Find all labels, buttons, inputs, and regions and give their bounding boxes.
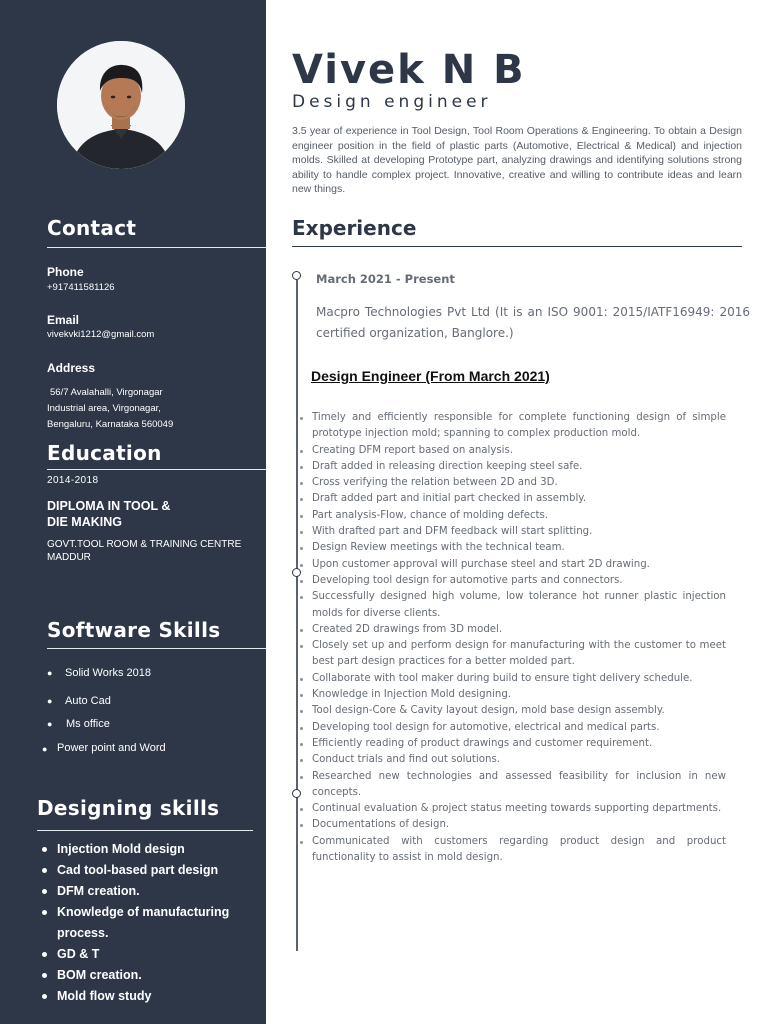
designing-skill-item: GD & T bbox=[42, 944, 257, 965]
bullet-icon: ● bbox=[47, 668, 53, 678]
responsibility-item: Continual evaluation & project status meeting towards supporting departments. bbox=[300, 801, 726, 817]
address-line: Bengaluru, Karnataka 560049 bbox=[47, 419, 174, 430]
responsibility-item: Successfully designed high volume, low tolerance hot runner plastic injection molds for diverse clients. bbox=[300, 589, 726, 622]
institute-line: GOVT.TOOL ROOM & TRAINING CENTRE bbox=[47, 539, 242, 550]
responsibility-item: Closely set up and perform design for manufacturing with the customer to meet best part design practices for a better molded part. bbox=[300, 638, 726, 671]
designing-skills-list bbox=[42, 839, 257, 1007]
profile-summary: 3.5 year of experience in Tool Design, Tool Room Operations & Engineering. To obtain a Design engineer position in the field of plastic parts (Automotive, Electrical & Medical) and injection molds. Skilled at developing Prototype part, analyzing drawings and identifying solutions strong ability to handle complex project. Innovative, creative and willing to contribute ideas and learn new things. bbox=[292, 125, 742, 195]
designing-skill-item: Mold flow study bbox=[42, 986, 257, 1007]
designing-skills-heading: Designing skills bbox=[37, 796, 220, 820]
phone-value: +917411581126 bbox=[47, 282, 115, 293]
designing-skill-item: DFM creation. bbox=[42, 881, 257, 902]
responsibility-item: Efficiently reading of product drawings and customer requirement. bbox=[300, 736, 726, 752]
responsibility-item: Communicated with customers regarding product design and product functionality to assist in mold design. bbox=[300, 834, 726, 867]
experience-heading: Experience bbox=[292, 216, 417, 240]
responsibility-item: Part analysis-Flow, chance of molding defects. bbox=[300, 508, 726, 524]
responsibility-item: Timely and efficiently responsible for complete functioning design of simple prototype injection mold; spanning to complex production mold. bbox=[300, 410, 726, 443]
responsibility-item: Documentations of design. bbox=[300, 817, 726, 833]
designing-skill-item: Cad tool-based part design bbox=[42, 860, 257, 881]
software-skills-heading: Software Skills bbox=[47, 618, 221, 642]
bullet-icon: ● bbox=[42, 744, 48, 754]
software-skill-item: Auto Cad bbox=[65, 695, 111, 707]
contact-heading: Contact bbox=[47, 216, 137, 240]
address-value bbox=[47, 385, 257, 433]
job-title: Design Engineer (From March 2021) bbox=[311, 368, 550, 384]
profile-photo bbox=[57, 41, 185, 169]
email-label: Email bbox=[47, 313, 80, 327]
responsibility-item: Cross verifying the relation between 2D and 3D. bbox=[300, 475, 726, 491]
responsibility-item: Researched new technologies and assessed feasibility for inclusion in new concepts. bbox=[300, 769, 726, 802]
designing-skills-divider bbox=[37, 830, 253, 831]
degree-line: DIE MAKING bbox=[47, 515, 122, 529]
software-skill-item: Ms office bbox=[66, 718, 110, 730]
responsibility-item: Tool design-Core & Cavity layout design, mold base design assembly. bbox=[300, 703, 726, 719]
experience-divider bbox=[292, 246, 742, 247]
email-value: vivekvki1212@gmail.com bbox=[47, 329, 155, 340]
job-role: Design engineer bbox=[292, 92, 492, 112]
timeline-line bbox=[296, 280, 298, 951]
responsibility-item: Developing tool design for automotive parts and connectors. bbox=[300, 573, 726, 589]
degree-line: DIPLOMA IN TOOL & bbox=[47, 499, 171, 513]
address-label: Address bbox=[47, 361, 96, 375]
education-institute bbox=[47, 538, 262, 564]
timeline-dot bbox=[292, 271, 301, 280]
software-skills-divider bbox=[47, 648, 266, 649]
candidate-name: Vivek N B bbox=[292, 47, 526, 93]
education-heading: Education bbox=[47, 441, 162, 465]
responsibility-item: Collaborate with tool maker during build to ensure tight delivery schedule. bbox=[300, 671, 726, 687]
contact-divider bbox=[47, 247, 266, 248]
responsibility-item: Design Review meetings with the technical team. bbox=[300, 540, 726, 556]
address-line: Industrial area, Virgonagar, bbox=[47, 403, 161, 414]
responsibility-item: Upon customer approval will purchase steel and start 2D drawing. bbox=[300, 557, 726, 573]
responsibility-item: Developing tool design for automotive, electrical and medical parts. bbox=[300, 720, 726, 736]
responsibilities-list bbox=[300, 410, 726, 866]
address-line: 56/7 Avalahalli, Virgonagar bbox=[50, 387, 163, 398]
education-years: 2014-2018 bbox=[47, 475, 99, 486]
experience-period: March 2021 - Present bbox=[316, 272, 455, 286]
responsibility-item: With drafted part and DFM feedback will start splitting. bbox=[300, 524, 726, 540]
responsibility-item: Knowledge in Injection Mold designing. bbox=[300, 687, 726, 703]
responsibility-item: Created 2D drawings from 3D model. bbox=[300, 622, 726, 638]
education-divider bbox=[47, 469, 266, 470]
software-skill-item: Power point and Word bbox=[57, 742, 166, 754]
designing-skill-item: Knowledge of manufacturing process. bbox=[42, 902, 257, 944]
bullet-icon: ● bbox=[47, 719, 53, 729]
designing-skill-item: Injection Mold design bbox=[42, 839, 257, 860]
designing-skill-item: BOM creation. bbox=[42, 965, 257, 986]
responsibility-item: Draft added part and initial part checked in assembly. bbox=[300, 491, 726, 507]
company-description: Macpro Technologies Pvt Ltd (It is an ISO 9001: 2015/IATF16949: 2016 certified organization, Banglore.) bbox=[316, 305, 750, 340]
responsibility-item: Draft added in releasing direction keeping steel safe. bbox=[300, 459, 726, 475]
responsibility-item: Conduct trials and find out solutions. bbox=[300, 752, 726, 768]
software-skill-item: Solid Works 2018 bbox=[65, 667, 152, 679]
responsibility-item: Creating DFM report based on analysis. bbox=[300, 443, 726, 459]
institute-line: MADDUR bbox=[47, 552, 91, 563]
sidebar bbox=[0, 0, 266, 1024]
bullet-icon: ● bbox=[47, 696, 53, 706]
education-degree bbox=[47, 498, 227, 530]
phone-label: Phone bbox=[47, 265, 84, 279]
